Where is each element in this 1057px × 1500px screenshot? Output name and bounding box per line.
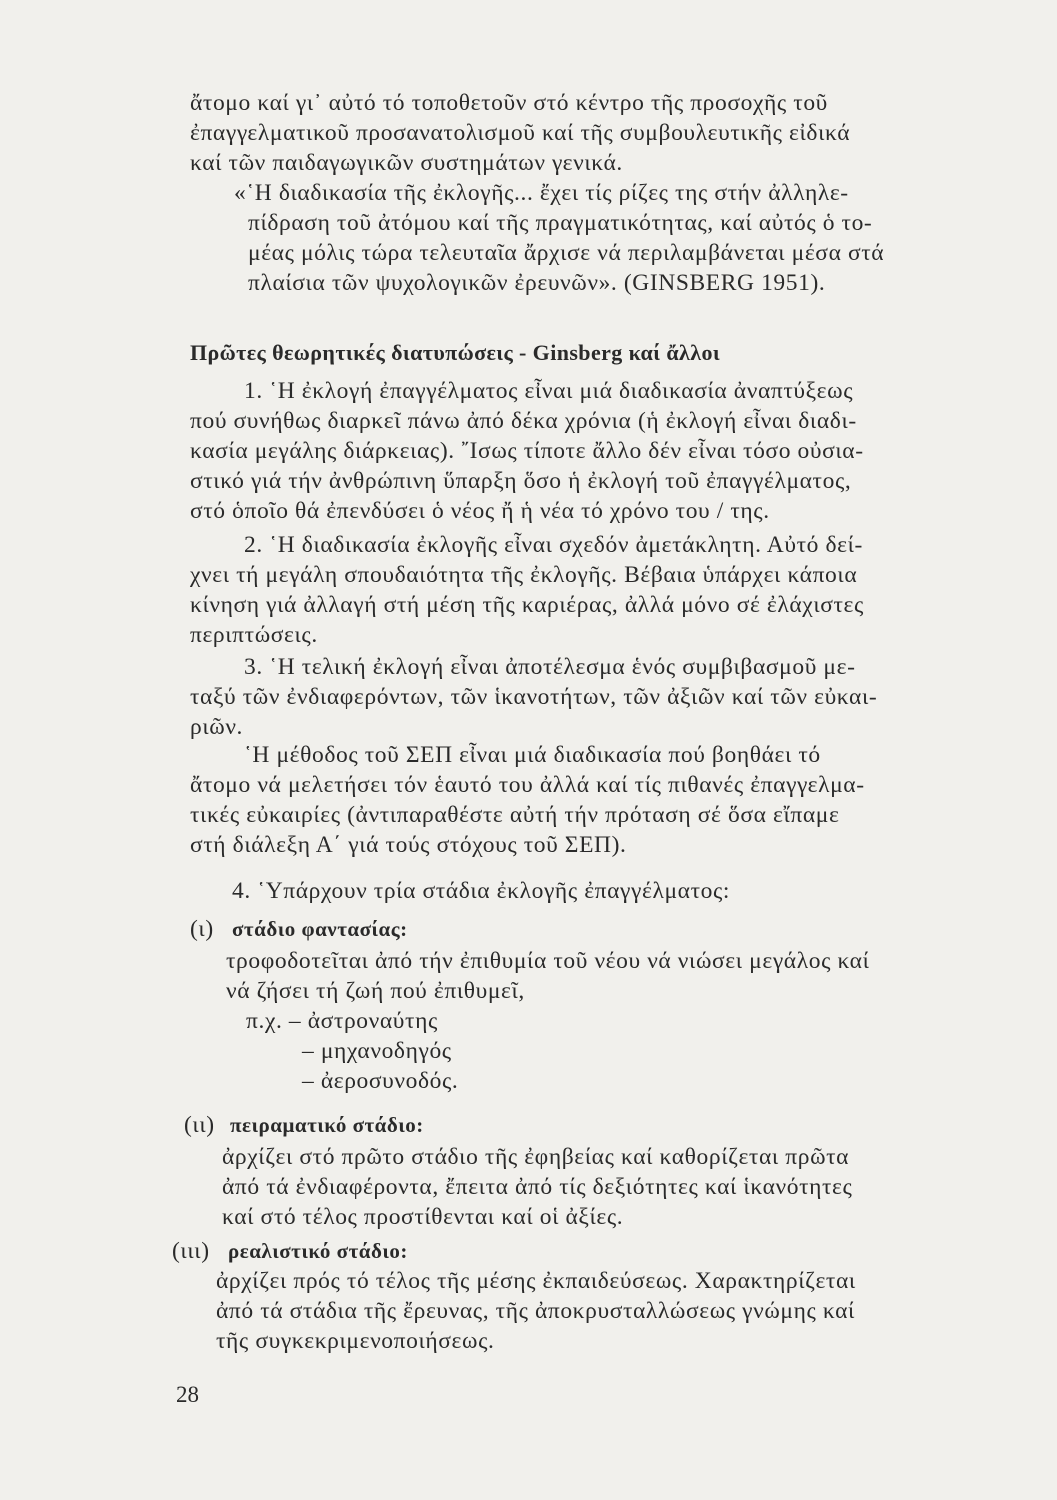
stage-3-title: ρεαλιστικό στάδιο: — [228, 1239, 408, 1263]
point-1-line: κασία μεγάλης διάρκειας). ῎Ισως τίποτε ἄλλο δέν εἶναι τόσο οὐσια- — [190, 438, 864, 464]
quote-line: πλαίσια τῶν ψυχολογικῶν ἐρευνῶν». (GINSBERG 1951). — [248, 270, 826, 296]
point-2-line: 2. ῾Η διαδικασία ἐκλογῆς εἶναι σχεδόν ἀμετάκλητη. Αὐτό δεί- — [244, 532, 863, 558]
stage-2-line: ἀπό τά ἐνδιαφέροντα, ἔπειτα ἀπό τίς δεξιότητες καί ἱκανότητες — [222, 1174, 853, 1200]
intro-line: ἄτομο καί γι᾽ αὐτό τό τοποθετοῦν στό κέντρο τῆς προσοχῆς τοῦ — [190, 90, 828, 116]
quote-line: «῾Η διαδικασία τῆς ἐκλογῆς... ἔχει τίς ρίζες της στήν ἀλληλε- — [234, 180, 849, 206]
point-1-line: πού συνήθως διαρκεῖ πάνω ἀπό δέκα χρόνια (ἡ ἐκλογή εἶναι διαδι- — [190, 408, 857, 434]
method-line: ῾Η μέθοδος τοῦ ΣΕΠ εἶναι μιά διαδικασία πού βοηθάει τό — [244, 742, 821, 768]
method-line: στή διάλεξη Α΄ γιά τούς στόχους τοῦ ΣΕΠ). — [190, 832, 627, 858]
method-line: ἄτομο νά μελετήσει τόν ἑαυτό του ἀλλά καί τίς πιθανές ἐπαγγελμα- — [190, 772, 865, 798]
stage-1-example: – μηχανοδηγός — [302, 1038, 452, 1064]
point-1-line: 1. ῾Η ἐκλογή ἐπαγγέλματος εἶναι μιά διαδικασία ἀναπτύξεως — [244, 378, 854, 404]
stage-3-line: ἀπό τά στάδια τῆς ἔρευνας, τῆς ἀποκρυσταλλώσεως γνώμης καί — [216, 1298, 855, 1324]
section-heading: Πρῶτες θεωρητικές διατυπώσεις - Ginsberg καί ἄλλοι — [190, 340, 721, 365]
point-3-line: 3. ῾Η τελική ἐκλογή εἶναι ἀποτέλεσμα ἑνός συμβιβασμοῦ με- — [244, 654, 856, 680]
stage-1-example: π.χ. – ἀστροναύτης — [246, 1008, 438, 1034]
stage-1-title: στάδιο φαντασίας: — [232, 917, 408, 941]
stage-1-line: τροφοδοτεῖται ἀπό τήν ἐπιθυμία τοῦ νέου νά νιώσει μεγάλος καί — [226, 948, 870, 974]
quote-line: πίδραση τοῦ ἀτόμου καί τῆς πραγματικότητας, καί αὐτός ὁ το- — [248, 210, 873, 236]
stage-2-line: ἀρχίζει στό πρῶτο στάδιο τῆς ἐφηβείας καί καθορίζεται πρῶτα — [222, 1144, 850, 1170]
point-3-line: ταξύ τῶν ἐνδιαφερόντων, τῶν ἱκανοτήτων, τῶν ἀξιῶν καί τῶν εὐκαι- — [190, 684, 878, 710]
point-2-line: περιπτώσεις. — [190, 622, 318, 648]
point-4-line: 4. ῾Υπάρχουν τρία στάδια ἐκλογῆς ἐπαγγέλματος: — [232, 878, 731, 904]
point-1-line: στικό γιά τήν ἀνθρώπινη ὕπαρξη ὅσο ἡ ἐκλογή τοῦ ἐπαγγέλματος, — [190, 468, 852, 494]
stage-1-numeral: (ι) — [190, 916, 214, 942]
quote-line: μέας μόλις τώρα τελευταῖα ἄρχισε νά περιλαμβάνεται μέσα στά — [248, 240, 885, 266]
intro-line: καί τῶν παιδαγωγικῶν συστημάτων γενικά. — [190, 150, 623, 176]
stage-3-line: τῆς συγκεκριμενοποιήσεως. — [216, 1328, 495, 1354]
page-number: 28 — [176, 1382, 199, 1407]
point-2-line: χνει τή μεγάλη σπουδαιότητα τῆς ἐκλογῆς. Βέβαια ὑπάρχει κάποια — [190, 562, 858, 588]
point-3-line: ριῶν. — [190, 714, 244, 740]
stage-2-line: καί στό τέλος προστίθενται καί οἱ ἀξίες. — [222, 1204, 624, 1230]
point-1-line: στό ὁποῖο θά ἐπενδύσει ὁ νέος ἤ ἡ νέα τό χρόνο του / της. — [190, 498, 770, 524]
stage-3-line: ἀρχίζει πρός τό τέλος τῆς μέσης ἐκπαιδεύσεως. Χαρακτηρίζεται — [216, 1268, 856, 1294]
method-line: τικές εὐκαιρίες (ἀντιπαραθέστε αὐτή τήν πρόταση σέ ὅσα εἴπαμε — [190, 802, 840, 828]
stage-2-title: πειραματικό στάδιο: — [230, 1113, 424, 1137]
stage-1-line: νά ζήσει τή ζωή πού ἐπιθυμεῖ, — [226, 978, 525, 1004]
stage-1-example: – ἀεροσυνοδός. — [302, 1068, 459, 1094]
stage-3-numeral: (ιιι) — [172, 1238, 210, 1264]
intro-line: ἐπαγγελματικοῦ προσανατολισμοῦ καί τῆς συμβουλευτικῆς εἰδικά — [190, 120, 851, 146]
point-2-line: κίνηση γιά ἀλλαγή στή μέση τῆς καριέρας, ἀλλά μόνο σέ ἐλάχιστες — [190, 592, 864, 618]
stage-2-numeral: (ιι) — [184, 1112, 215, 1138]
